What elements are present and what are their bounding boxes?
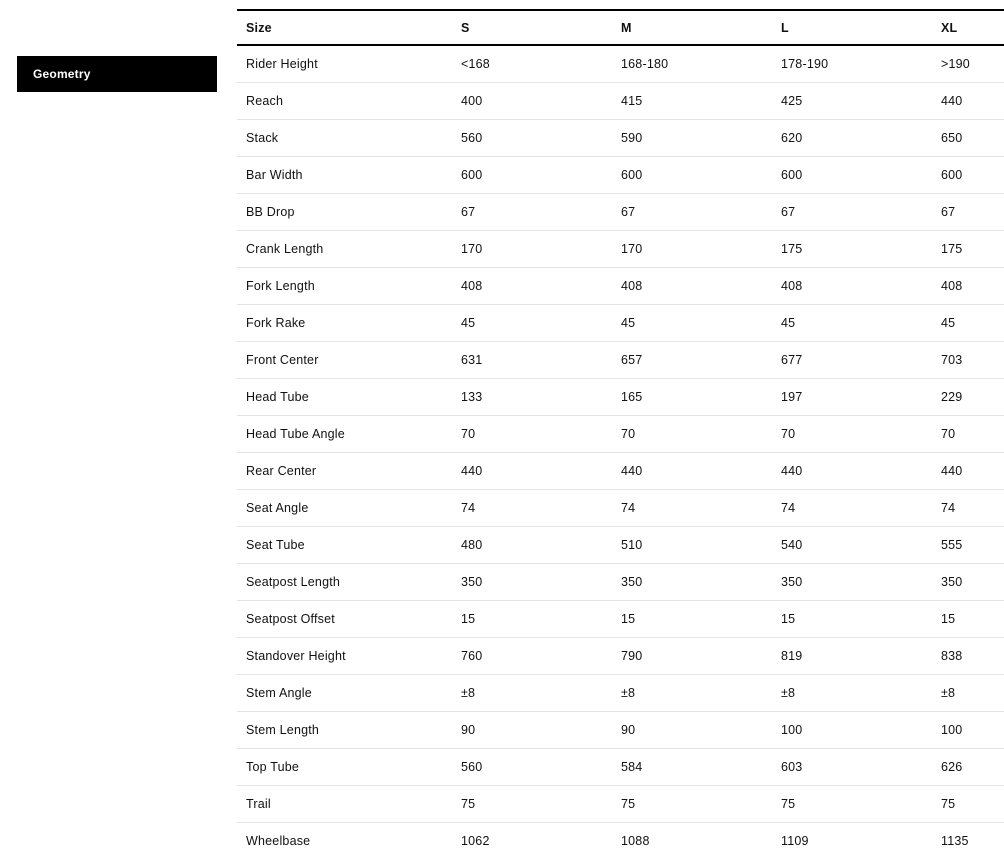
- table-row: [237, 711, 1004, 748]
- cell-value: 350: [781, 574, 803, 589]
- cell-value: 677: [781, 352, 803, 367]
- cell-value: 560: [461, 130, 483, 145]
- cell-value: 600: [781, 167, 803, 182]
- cell-value: 70: [621, 426, 636, 441]
- cell-value: 584: [621, 759, 643, 774]
- cell-value: 440: [621, 463, 643, 478]
- cell-value: 170: [461, 241, 483, 256]
- table-body: [237, 45, 1004, 857]
- cell-value: 415: [621, 93, 643, 108]
- row-label: Stem Length: [246, 722, 320, 737]
- row-label: Crank Length: [246, 241, 324, 256]
- cell-value: 67: [941, 204, 956, 219]
- table-row: [237, 341, 1004, 378]
- cell-value: ±8: [941, 685, 956, 700]
- cell-value: 74: [941, 500, 956, 515]
- cell-value: 170: [621, 241, 643, 256]
- cell-value: 90: [461, 722, 476, 737]
- cell-value: 70: [781, 426, 796, 441]
- row-label: Fork Length: [246, 278, 315, 293]
- cell-value: 620: [781, 130, 803, 145]
- column-header-l: L: [781, 20, 789, 35]
- row-label: Seat Tube: [246, 537, 305, 552]
- cell-value: 560: [461, 759, 483, 774]
- cell-value: 626: [941, 759, 963, 774]
- row-label: Stack: [246, 130, 279, 145]
- cell-value: 197: [781, 389, 803, 404]
- cell-value: 790: [621, 648, 643, 663]
- cell-value: 75: [621, 796, 636, 811]
- cell-value: 657: [621, 352, 643, 367]
- row-label: Bar Width: [246, 167, 303, 182]
- cell-value: 15: [941, 611, 956, 626]
- row-label: Stem Angle: [246, 685, 312, 700]
- cell-value: 15: [621, 611, 636, 626]
- cell-value: 133: [461, 389, 483, 404]
- table-row: [237, 600, 1004, 637]
- table-row: [237, 489, 1004, 526]
- cell-value: 100: [941, 722, 963, 737]
- table-row: [237, 637, 1004, 674]
- table-row: [237, 119, 1004, 156]
- cell-value: 350: [461, 574, 483, 589]
- cell-value: 75: [941, 796, 956, 811]
- cell-value: 67: [781, 204, 796, 219]
- cell-value: 600: [621, 167, 643, 182]
- cell-value: 760: [461, 648, 483, 663]
- table-row: [237, 785, 1004, 822]
- row-label: Standover Height: [246, 648, 346, 663]
- cell-value: 408: [621, 278, 643, 293]
- table-row: [237, 378, 1004, 415]
- cell-value: 1088: [621, 833, 650, 848]
- size-spec-table: [237, 9, 1004, 857]
- row-label: Reach: [246, 93, 284, 108]
- cell-value: 100: [781, 722, 803, 737]
- cell-value: 90: [621, 722, 636, 737]
- cell-value: 45: [461, 315, 476, 330]
- cell-value: 70: [461, 426, 476, 441]
- column-header-xl: XL: [941, 20, 958, 35]
- cell-value: 440: [781, 463, 803, 478]
- cell-value: 45: [941, 315, 956, 330]
- cell-value: 440: [941, 93, 963, 108]
- table-row: [237, 674, 1004, 711]
- cell-value: 590: [621, 130, 643, 145]
- cell-value: 15: [461, 611, 476, 626]
- cell-value: 650: [941, 130, 963, 145]
- cell-value: 703: [941, 352, 963, 367]
- table-row: [237, 82, 1004, 119]
- cell-value: 408: [461, 278, 483, 293]
- cell-value: <168: [461, 56, 490, 71]
- row-label: Fork Rake: [246, 315, 306, 330]
- row-label: Head Tube Angle: [246, 426, 345, 441]
- row-label: Head Tube: [246, 389, 309, 404]
- table-row: [237, 230, 1004, 267]
- cell-value: 600: [461, 167, 483, 182]
- cell-value: 440: [941, 463, 963, 478]
- cell-value: 74: [461, 500, 476, 515]
- column-header-size: Size: [246, 20, 272, 35]
- cell-value: 400: [461, 93, 483, 108]
- table-row: [237, 193, 1004, 230]
- cell-value: 425: [781, 93, 803, 108]
- row-label: Seatpost Length: [246, 574, 341, 589]
- column-header-s: S: [461, 20, 470, 35]
- row-label: Top Tube: [246, 759, 300, 774]
- row-label: Seat Angle: [246, 500, 309, 515]
- cell-value: ±8: [621, 685, 636, 700]
- cell-value: 74: [781, 500, 796, 515]
- cell-value: ±8: [461, 685, 476, 700]
- row-label: BB Drop: [246, 204, 295, 219]
- cell-value: 67: [621, 204, 636, 219]
- cell-value: ±8: [781, 685, 796, 700]
- table-row: [237, 45, 1004, 82]
- cell-value: 440: [461, 463, 483, 478]
- cell-value: 555: [941, 537, 963, 552]
- cell-value: 1109: [781, 833, 809, 848]
- geometry-table: [237, 9, 1004, 857]
- cell-value: 15: [781, 611, 796, 626]
- cell-value: 45: [781, 315, 796, 330]
- geometry-tab[interactable]: Geometry: [17, 56, 217, 92]
- cell-value: 600: [941, 167, 963, 182]
- table-row: [237, 304, 1004, 341]
- cell-value: 819: [781, 648, 803, 663]
- cell-value: 75: [781, 796, 796, 811]
- cell-value: 229: [941, 389, 963, 404]
- table-row: [237, 563, 1004, 600]
- cell-value: 168-180: [621, 56, 669, 71]
- cell-value: 350: [941, 574, 963, 589]
- table-row: [237, 526, 1004, 563]
- row-label: Seatpost Offset: [246, 611, 335, 626]
- cell-value: 175: [781, 241, 803, 256]
- cell-value: 45: [621, 315, 636, 330]
- table-row: [237, 415, 1004, 452]
- cell-value: 70: [941, 426, 956, 441]
- cell-value: 74: [621, 500, 636, 515]
- cell-value: 510: [621, 537, 643, 552]
- cell-value: 1135: [941, 833, 969, 848]
- table-row: [237, 156, 1004, 193]
- table-row: [237, 267, 1004, 304]
- cell-value: 1062: [461, 833, 490, 848]
- row-label: Rear Center: [246, 463, 317, 478]
- cell-value: >190: [941, 56, 970, 71]
- cell-value: 75: [461, 796, 476, 811]
- cell-value: 175: [941, 241, 963, 256]
- header-row: [237, 10, 1004, 45]
- table-row: [237, 822, 1004, 857]
- cell-value: 350: [621, 574, 643, 589]
- table-row: [237, 748, 1004, 785]
- cell-value: 540: [781, 537, 803, 552]
- cell-value: 67: [461, 204, 476, 219]
- cell-value: 408: [781, 278, 803, 293]
- cell-value: 631: [461, 352, 483, 367]
- table-row: [237, 452, 1004, 489]
- cell-value: 408: [941, 278, 963, 293]
- column-header-m: M: [621, 20, 632, 35]
- row-label: Wheelbase: [246, 833, 311, 848]
- cell-value: 178-190: [781, 56, 829, 71]
- row-label: Rider Height: [246, 56, 318, 71]
- table-header: [237, 10, 1004, 45]
- cell-value: 603: [781, 759, 803, 774]
- cell-value: 480: [461, 537, 483, 552]
- row-label: Trail: [246, 796, 271, 811]
- cell-value: 165: [621, 389, 643, 404]
- row-label: Front Center: [246, 352, 319, 367]
- cell-value: 838: [941, 648, 963, 663]
